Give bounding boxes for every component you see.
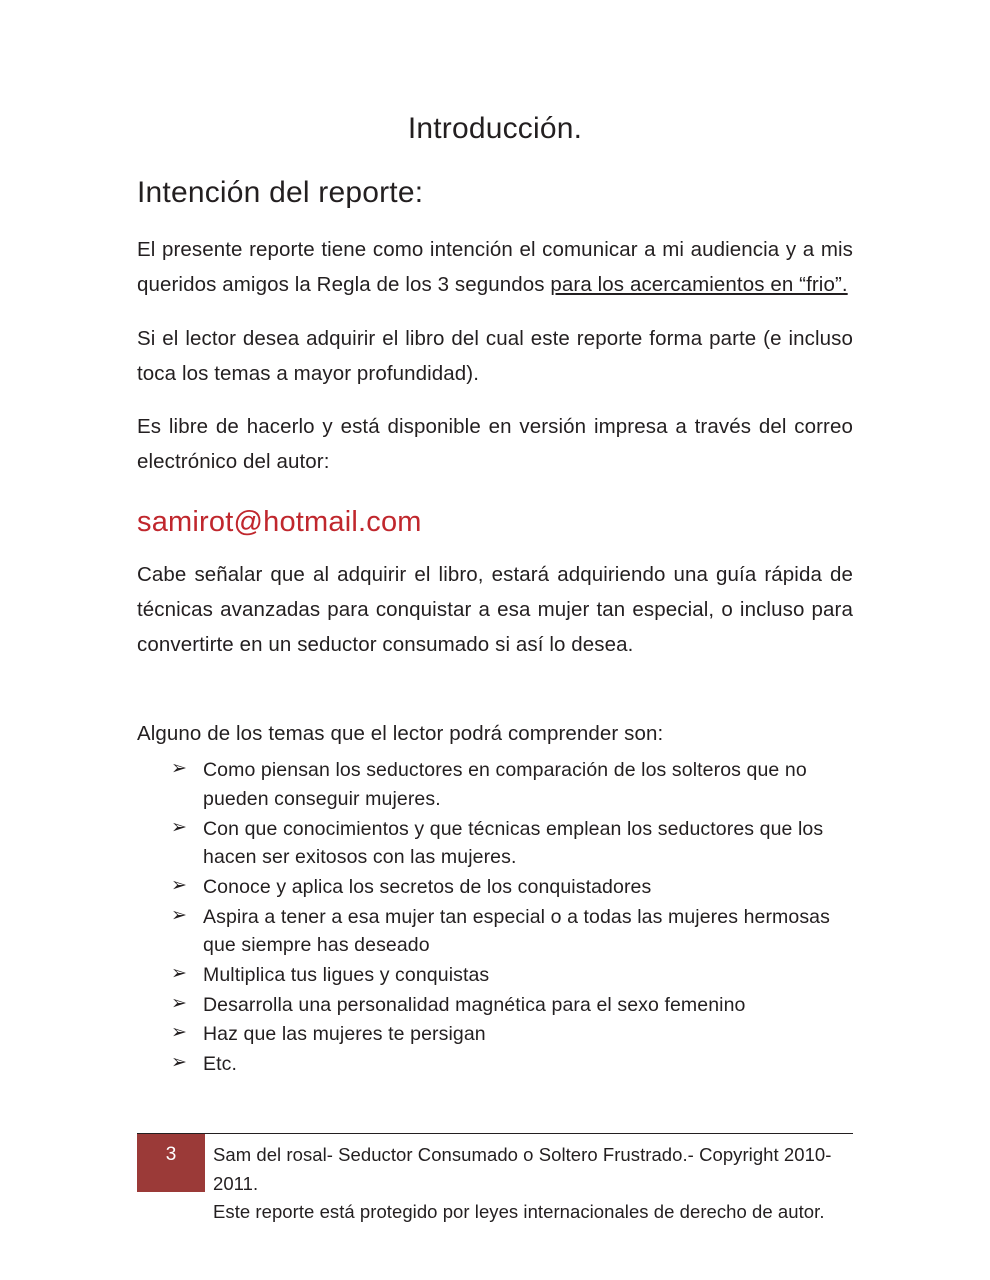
paragraph-availability: Es libre de hacerlo y está disponible en versión impresa a través del correo electrónico del autor:: [137, 415, 853, 474]
list-item-label: Aspira a tener a esa mujer tan especial o a todas las mujeres hermosas que siempre has deseado: [203, 905, 830, 957]
list-item-label: Haz que las mujeres te persigan: [203, 1023, 486, 1046]
arrow-bullet-icon: ➢: [171, 1022, 188, 1044]
list-item-label: Como piensan los seductores en comparación de los solteros que no pueden conseguir mujeres.: [203, 759, 807, 810]
arrow-bullet-icon: ➢: [171, 758, 188, 780]
list-lead-in: Alguno de los temas que el lector podrá comprender son:: [137, 722, 664, 746]
paragraph-acquire-book: Si el lector desea adquirir el libro del cual este reporte forma parte (e incluso toca los temas a mayor profundidad).: [137, 326, 853, 385]
arrow-bullet-icon: ➢: [171, 1051, 188, 1073]
list-item: [165, 991, 853, 1020]
paragraph-guide-note: Cabe señalar que al adquirir el libro, estará adquiriendo una guía rápida de técnicas avanzadas para conquistar a esa mujer tan especial, o incluso para convertirte en un seductor consumado si así lo desea.: [137, 562, 853, 656]
paragraph-intent-underlined: para los acercamientos en “frio”.: [550, 273, 848, 297]
list-item: [165, 903, 853, 960]
list-item-label: Etc.: [203, 1052, 237, 1075]
page-title: Introducción.: [407, 112, 583, 145]
footer-copyright: [213, 1141, 853, 1227]
footer-divider: [137, 1133, 853, 1134]
footer-line-2: Este reporte está protegido por leyes internacionales de derecho de autor.: [213, 1201, 825, 1223]
list-item: [165, 961, 853, 990]
page-number: 3: [137, 1134, 205, 1192]
list-item-label: Multiplica tus ligues y conquistas: [203, 963, 490, 986]
arrow-bullet-icon: ➢: [171, 904, 188, 926]
arrow-bullet-icon: ➢: [171, 992, 188, 1014]
list-item: [165, 756, 853, 813]
arrow-bullet-icon: ➢: [171, 816, 188, 838]
list-item-label: Desarrolla una personalidad magnética para el sexo femenino: [203, 993, 746, 1016]
paragraph-intent-part1: El presente reporte tiene como intención el comunicar a mi audiencia y a mis queridos amigos la Regla de los 3 segundos: [137, 238, 853, 297]
author-email[interactable]: samirot@hotmail.com: [137, 505, 422, 538]
section-heading: Intención del reporte:: [137, 176, 424, 209]
footer-line-1: Sam del rosal- Seductor Consumado o Soltero Frustrado.- Copyright 2010-2011.: [213, 1144, 832, 1194]
list-item-label: Conoce y aplica los secretos de los conquistadores: [203, 875, 652, 898]
arrow-bullet-icon: ➢: [171, 962, 188, 984]
paragraph-intent: [137, 232, 853, 303]
arrow-bullet-icon: ➢: [171, 874, 188, 896]
list-item: [165, 1050, 853, 1079]
document-body: [137, 0, 853, 1079]
list-item: [165, 815, 853, 872]
list-item: [165, 1020, 853, 1049]
topics-list: [137, 756, 853, 1078]
list-item-label: Con que conocimientos y que técnicas emplean los seductores que los hacen ser exitosos con las mujeres.: [203, 817, 824, 869]
list-item: [165, 873, 853, 902]
